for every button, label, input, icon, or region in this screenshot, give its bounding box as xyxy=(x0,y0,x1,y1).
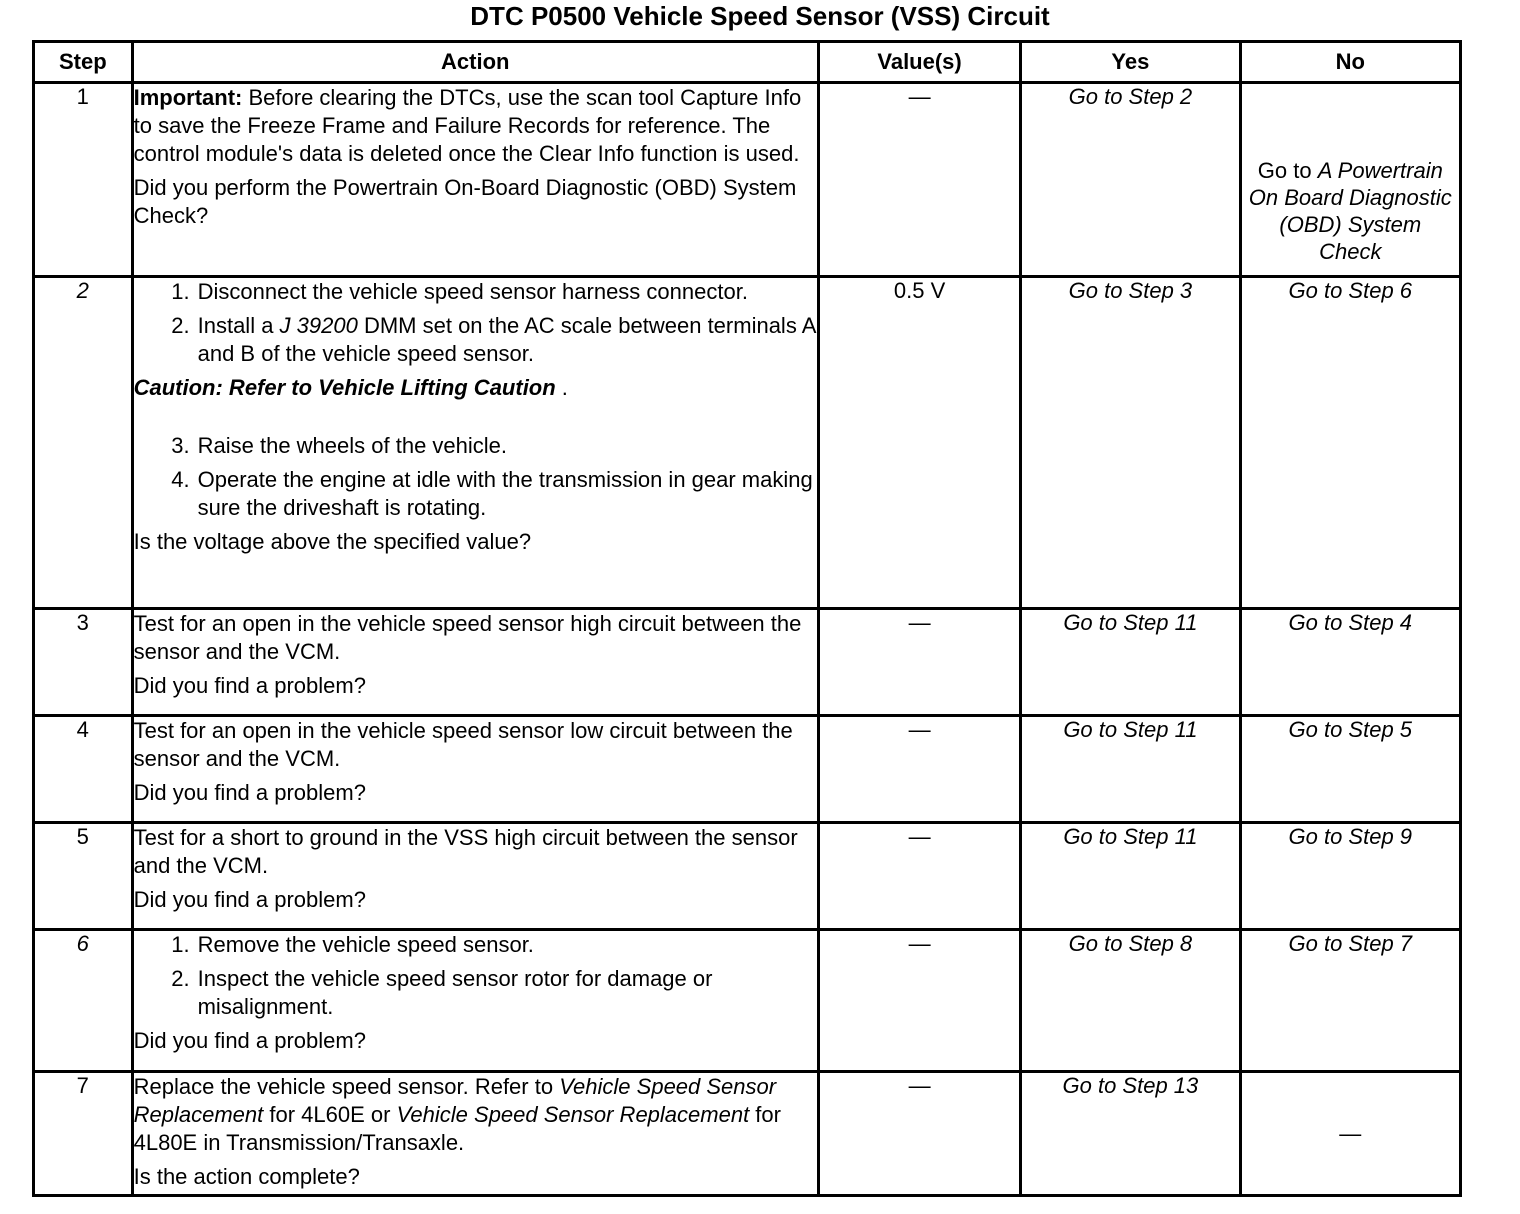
no-link[interactable]: Go to Step 4 xyxy=(1240,609,1460,716)
action-question: Did you perform the Powertrain On-Board Diagnostic (OBD) System Check? xyxy=(133,175,797,228)
list-number: 4. xyxy=(171,467,190,492)
action-question: Did you find a problem? xyxy=(133,673,366,698)
header-action: Action xyxy=(132,42,818,83)
action-text: Test for a short to ground in the VSS high circuit between the sensor and the VCM. xyxy=(133,825,798,878)
list-item xyxy=(134,278,817,306)
no-link[interactable]: Go to Step 9 xyxy=(1240,823,1460,930)
caution-note xyxy=(134,374,817,402)
tool-reference: J 39200 xyxy=(279,313,358,338)
table-row xyxy=(34,930,1461,1072)
yes-link[interactable]: Go to Step 2 xyxy=(1021,83,1240,277)
action-cell xyxy=(132,83,818,277)
value-cell: — xyxy=(818,930,1020,1072)
list-item xyxy=(134,312,817,368)
action-cell xyxy=(132,1072,818,1196)
list-item xyxy=(134,931,817,959)
yes-link[interactable]: Go to Step 11 xyxy=(1021,716,1240,823)
yes-link[interactable]: Go to Step 8 xyxy=(1021,930,1240,1072)
list-text: Raise the wheels of the vehicle. xyxy=(197,433,508,458)
no-value: — xyxy=(1240,1072,1460,1196)
action-text: Test for an open in the vehicle speed sensor high circuit between the sensor and the VCM. xyxy=(133,611,802,664)
document-title: DTC P0500 Vehicle Speed Sensor (VSS) Circuit xyxy=(470,1,1050,31)
list-number: 1. xyxy=(171,279,190,304)
table-row xyxy=(34,823,1461,930)
step-number: 3 xyxy=(34,609,133,716)
list-text-post: DMM set on the AC scale between terminals A and B of the vehicle speed sensor. xyxy=(197,313,816,366)
table-row xyxy=(34,83,1461,277)
list-text xyxy=(198,312,817,368)
value-cell: — xyxy=(818,716,1020,823)
list-text-pre: Install a xyxy=(197,313,280,338)
action-text-pre: Replace the vehicle speed sensor. Refer to xyxy=(133,1074,560,1099)
action-cell xyxy=(132,277,818,609)
list-item xyxy=(134,965,817,1021)
action-cell xyxy=(132,823,818,930)
header-row xyxy=(34,42,1461,83)
table-row xyxy=(34,277,1461,609)
action-text-mid: for 4L60E or xyxy=(263,1102,397,1127)
action-question: Did you find a problem? xyxy=(133,780,366,805)
important-label: Important: xyxy=(133,85,243,110)
action-question: Is the voltage above the specified value? xyxy=(133,529,532,554)
list-item xyxy=(134,432,817,460)
action-question: Did you find a problem? xyxy=(133,1028,366,1053)
value-cell: — xyxy=(818,83,1020,277)
list-number: 1. xyxy=(171,932,190,957)
no-link[interactable]: Go to Step 7 xyxy=(1240,930,1460,1072)
list-text: Remove the vehicle speed sensor. xyxy=(197,932,534,957)
value-cell: — xyxy=(818,1072,1020,1196)
yes-link[interactable]: Go to Step 11 xyxy=(1021,823,1240,930)
step-number: 5 xyxy=(34,823,133,930)
action-text-post: for 4L80E in Transmission/Transaxle. xyxy=(133,1102,781,1155)
table-row xyxy=(34,609,1461,716)
no-link[interactable]: Go to Step 5 xyxy=(1240,716,1460,823)
table-row xyxy=(34,1072,1461,1196)
header-step: Step xyxy=(34,42,133,83)
value-cell: — xyxy=(818,609,1020,716)
value-cell: — xyxy=(818,823,1020,930)
action-text xyxy=(134,1073,817,1157)
header-yes: Yes xyxy=(1021,42,1240,83)
value-cell: 0.5 V xyxy=(818,277,1020,609)
no-link[interactable] xyxy=(1240,83,1460,277)
procedure-reference: Vehicle Speed Sensor Replacement xyxy=(133,1074,777,1127)
diagnostic-table xyxy=(32,40,1462,1197)
important-note xyxy=(134,84,817,168)
list-number: 2. xyxy=(171,313,190,338)
yes-link[interactable]: Go to Step 11 xyxy=(1021,609,1240,716)
action-question: Is the action complete? xyxy=(133,1164,360,1189)
step-number: 2 xyxy=(34,277,133,609)
list-text: Inspect the vehicle speed sensor rotor for damage or misalignment. xyxy=(197,966,713,1019)
no-link[interactable]: Go to Step 6 xyxy=(1240,277,1460,609)
action-question: Did you find a problem? xyxy=(133,887,366,912)
step-number: 6 xyxy=(34,930,133,1072)
step-number: 7 xyxy=(34,1072,133,1196)
list-number: 2. xyxy=(171,966,190,991)
list-number: 3. xyxy=(171,433,190,458)
important-text: Before clearing the DTCs, use the scan tool Capture Info to save the Freeze Frame and Failure Records for reference. The control module's data is deleted once the Clear Info function is used. xyxy=(133,85,802,166)
no-link-target: A Powertrain On Board Diagnostic (OBD) System Check xyxy=(1248,158,1452,264)
step-number: 1 xyxy=(34,83,133,277)
list-item xyxy=(134,466,817,522)
action-cell xyxy=(132,930,818,1072)
yes-link[interactable]: Go to Step 13 xyxy=(1021,1072,1240,1196)
action-cell xyxy=(132,609,818,716)
action-text: Test for an open in the vehicle speed sensor low circuit between the sensor and the VCM. xyxy=(133,718,793,771)
header-no: No xyxy=(1240,42,1460,83)
instruction-list xyxy=(134,931,817,1021)
no-link-prefix: Go to xyxy=(1257,158,1318,183)
action-cell xyxy=(132,716,818,823)
list-text: Disconnect the vehicle speed sensor harness connector. xyxy=(197,279,748,304)
yes-link[interactable]: Go to Step 3 xyxy=(1021,277,1240,609)
caution-text: Caution: Refer to Vehicle Lifting Caution xyxy=(133,375,556,400)
procedure-reference: Vehicle Speed Sensor Replacement xyxy=(396,1102,750,1127)
table-row xyxy=(34,716,1461,823)
caution-suffix: . xyxy=(555,375,568,400)
header-values: Value(s) xyxy=(818,42,1020,83)
list-text: Operate the engine at idle with the transmission in gear making sure the driveshaft is rotating. xyxy=(197,467,813,520)
step-number: 4 xyxy=(34,716,133,823)
instruction-list xyxy=(134,278,817,368)
instruction-list xyxy=(134,432,817,522)
